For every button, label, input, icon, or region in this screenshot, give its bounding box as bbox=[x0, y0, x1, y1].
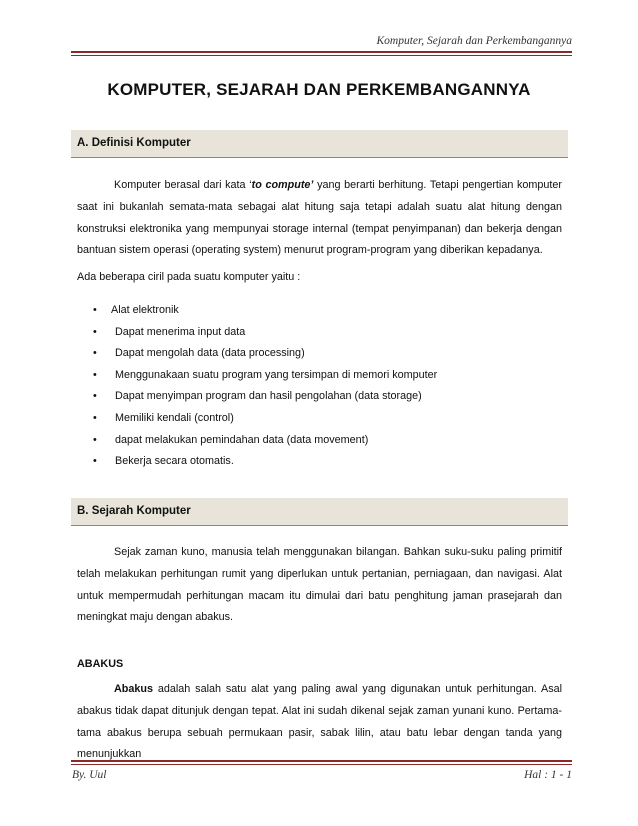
bullet-icon: • bbox=[93, 325, 97, 338]
abakus-paragraph bbox=[77, 679, 562, 766]
bullet-icon: • bbox=[93, 304, 97, 316]
footer-author: By. Uul bbox=[72, 769, 107, 781]
footer-rule bbox=[71, 760, 572, 762]
section-a-bar bbox=[71, 130, 568, 158]
page-title: KOMPUTER, SEJARAH DAN PERKEMBANGANNYA bbox=[107, 80, 531, 99]
section-a-heading: A. Definisi Komputer bbox=[77, 137, 191, 149]
running-header: Komputer, Sejarah dan Perkembangannya bbox=[376, 35, 572, 47]
header-rule-thin bbox=[71, 55, 572, 56]
ciri-intro: Ada beberapa ciril pada suatu komputer yaitu : bbox=[77, 271, 301, 283]
header-rule bbox=[71, 51, 572, 53]
bullet-icon: • bbox=[93, 347, 97, 360]
footer-page-number: Hal : 1 - 1 bbox=[524, 769, 572, 781]
bullet-icon: • bbox=[93, 433, 97, 446]
section-b-bar bbox=[71, 498, 568, 526]
abakus-heading: ABAKUS bbox=[77, 658, 124, 670]
term-to-compute: to compute’ bbox=[251, 179, 314, 191]
bullet-icon: • bbox=[93, 411, 97, 424]
bullet-icon: • bbox=[93, 455, 97, 468]
bullet-icon: • bbox=[93, 390, 97, 403]
definition-paragraph bbox=[77, 175, 562, 262]
footer-rule-thin bbox=[71, 764, 572, 765]
history-paragraph: Sejak zaman kuno, manusia telah menggunakan bilangan. Bahkan suku-suku paling primitif telah melakukan perhitungan rumit yang diperlukan untuk pertanian, perniagaan, dan navigasi. Alat untuk mempermudah perhitungan macam itu dimulai dari batu penghitung jaman prasejarah dan meningkat maju dengan abakus. bbox=[77, 546, 562, 624]
definition-rest: yang berarti berhitung. Tetapi pengertian komputer saat ini bukanlah semata-mata sebagai alat hitung saja tetapi adalah suatu alat hitung dengan konstruksi elektronika yang mempunyai storage internal (tempat penyimpanan) dan bekerja dengan bantuan sistem operasi (operating system) menurut program-program yang diberikan kepadanya. bbox=[77, 179, 562, 257]
abakus-term: Abakus bbox=[114, 683, 154, 695]
definition-start: Komputer berasal dari kata ‘ bbox=[114, 179, 252, 191]
section-b-heading: B. Sejarah Komputer bbox=[77, 505, 191, 517]
bullet-icon: • bbox=[93, 368, 97, 381]
abakus-rest: adalah salah satu alat yang paling awal yang digunakan untuk perhitungan. Asal abakus tidak dapat ditunjuk dengan tepat. Alat ini sudah dikenal sejak zaman yunani kuno. Pertama-tama abakus berupa sebuah permukaan pasir, sabak lilin, atau batu lebar dengan tanda yang menunjukkan bbox=[77, 683, 562, 761]
